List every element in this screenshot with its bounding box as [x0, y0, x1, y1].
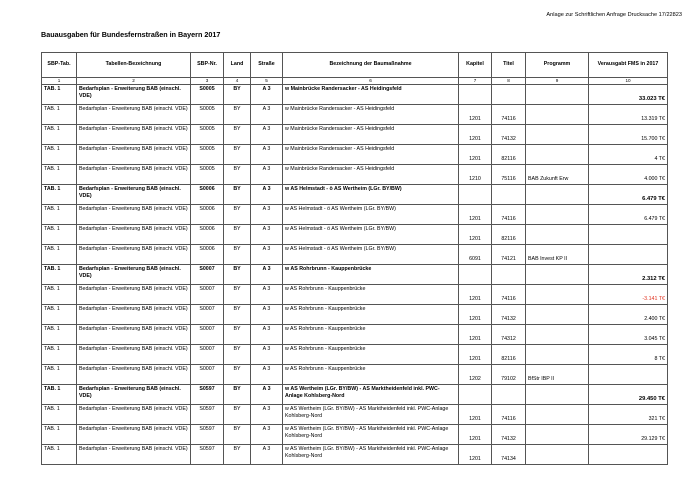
cell-strasse: A 3 [251, 305, 283, 325]
cell-table-designation: Bedarfsplan - Erweiterung BAB (einschl. VDE) [77, 325, 191, 345]
column-number: 2 [77, 78, 191, 85]
cell-measure-designation: w AS Helmstadt - ö AS Wertheim (LGr. BY/BW) [283, 185, 459, 205]
column-header: Bezeichnung der Baumaßnahme [283, 53, 459, 78]
cell-sbp-nr: S0005 [191, 145, 224, 165]
cell-sbp-tab: TAB. 1 [42, 225, 77, 245]
cell-measure-designation: w AS Wertheim (LGr. BY/BW) - AS Marktheidenfeld inkl. PWC-Anlage Kohlsberg-Nord [283, 405, 459, 425]
cell-programm [526, 345, 589, 365]
column-header: Land [224, 53, 251, 78]
cell-programm [526, 265, 589, 285]
cell-land: BY [224, 425, 251, 445]
cell-programm [526, 105, 589, 125]
cell-programm [526, 405, 589, 425]
cell-kapitel: 1201 [459, 125, 492, 145]
cell-sbp-tab: TAB. 1 [42, 385, 77, 405]
cell-sbp-nr: S0006 [191, 225, 224, 245]
column-number: 4 [224, 78, 251, 85]
cell-table-designation: Bedarfsplan - Erweiterung BAB (einschl. VDE) [77, 145, 191, 165]
cell-measure-designation: w AS Rohrbrunn - Kauppenbrücke [283, 345, 459, 365]
cell-table-designation: Bedarfsplan - Erweiterung BAB (einschl. VDE) [77, 405, 191, 425]
cell-kapitel: 1210 [459, 165, 492, 185]
cell-programm [526, 425, 589, 445]
column-header: Verausgabt FMS in 2017 [589, 53, 668, 78]
table-row-subtotal [42, 185, 668, 205]
cell-kapitel: 1201 [459, 105, 492, 125]
cell-amount: 33.023 T€ [589, 85, 668, 105]
cell-sbp-tab: TAB. 1 [42, 145, 77, 165]
cell-measure-designation: w Mainbrücke Randersacker - AS Heidingsfeld [283, 145, 459, 165]
table-row [42, 425, 668, 445]
cell-amount: 13.319 T€ [589, 105, 668, 125]
cell-land: BY [224, 385, 251, 405]
cell-amount: 8 T€ [589, 345, 668, 365]
cell-programm: BAB Zukunft Erw [526, 165, 589, 185]
cell-strasse: A 3 [251, 185, 283, 205]
cell-programm [526, 205, 589, 225]
cell-amount [589, 365, 668, 385]
cell-sbp-nr: S0005 [191, 165, 224, 185]
cell-kapitel: 1201 [459, 305, 492, 325]
cell-measure-designation: w Mainbrücke Randersacker - AS Heidingsfeld [283, 105, 459, 125]
cell-measure-designation: w AS Rohrbrunn - Kauppenbrücke [283, 365, 459, 385]
cell-sbp-tab: TAB. 1 [42, 325, 77, 345]
cell-sbp-nr: S0597 [191, 405, 224, 425]
cell-strasse: A 3 [251, 265, 283, 285]
cell-amount: 15.700 T€ [589, 125, 668, 145]
cell-programm [526, 125, 589, 145]
cell-strasse: A 3 [251, 225, 283, 245]
cell-strasse: A 3 [251, 405, 283, 425]
cell-amount [589, 225, 668, 245]
cell-programm: BfStr IBP II [526, 365, 589, 385]
cell-table-designation: Bedarfsplan - Erweiterung BAB (einschl. VDE) [77, 105, 191, 125]
cell-amount [589, 245, 668, 265]
cell-measure-designation: w AS Helmstadt - ö AS Wertheim (LGr. BY/BW) [283, 245, 459, 265]
cell-titel: 82116 [492, 145, 526, 165]
cell-amount: -3.141 T€ [589, 285, 668, 305]
cell-sbp-tab: TAB. 1 [42, 425, 77, 445]
cell-land: BY [224, 405, 251, 425]
cell-sbp-nr: S0597 [191, 385, 224, 405]
table-row-subtotal [42, 385, 668, 405]
cell-strasse: A 3 [251, 245, 283, 265]
table-row [42, 405, 668, 425]
cell-strasse: A 3 [251, 285, 283, 305]
cell-sbp-nr: S0006 [191, 245, 224, 265]
cell-titel: 79102 [492, 365, 526, 385]
cell-sbp-tab: TAB. 1 [42, 365, 77, 385]
column-header: Titel [492, 53, 526, 78]
column-header: Straße [251, 53, 283, 78]
cell-measure-designation: w AS Rohrbrunn - Kauppenbrücke [283, 305, 459, 325]
cell-measure-designation: w AS Rohrbrunn - Kauppenbrücke [283, 325, 459, 345]
cell-land: BY [224, 205, 251, 225]
cell-amount: 6.479 T€ [589, 185, 668, 205]
column-number: 3 [191, 78, 224, 85]
cell-land: BY [224, 225, 251, 245]
cell-table-designation: Bedarfsplan - Erweiterung BAB (einschl. VDE) [77, 365, 191, 385]
cell-sbp-nr: S0007 [191, 285, 224, 305]
cell-strasse: A 3 [251, 85, 283, 105]
cell-kapitel: 1201 [459, 205, 492, 225]
cell-amount: 3.045 T€ [589, 325, 668, 345]
column-header: SBP-Tab. [42, 53, 77, 78]
cell-sbp-nr: S0007 [191, 345, 224, 365]
table-row [42, 145, 668, 165]
cell-titel: 75116 [492, 165, 526, 185]
cell-kapitel: 6091 [459, 245, 492, 265]
cell-sbp-nr: S0005 [191, 125, 224, 145]
cell-titel [492, 85, 526, 105]
cell-strasse: A 3 [251, 125, 283, 145]
cell-sbp-tab: TAB. 1 [42, 105, 77, 125]
cell-titel: 82116 [492, 225, 526, 245]
cell-land: BY [224, 345, 251, 365]
column-number-row [42, 78, 668, 85]
cell-sbp-tab: TAB. 1 [42, 245, 77, 265]
cell-table-designation: Bedarfsplan - Erweiterung BAB (einschl. VDE) [77, 265, 191, 285]
table-row [42, 125, 668, 145]
cell-amount: 6.479 T€ [589, 205, 668, 225]
cell-table-designation: Bedarfsplan - Erweiterung BAB (einschl. VDE) [77, 245, 191, 265]
cell-programm [526, 185, 589, 205]
cell-titel: 74116 [492, 405, 526, 425]
cell-titel [492, 385, 526, 405]
cell-land: BY [224, 265, 251, 285]
table-row [42, 165, 668, 185]
cell-titel: 74312 [492, 325, 526, 345]
cell-amount: 29.450 T€ [589, 385, 668, 405]
cell-table-designation: Bedarfsplan - Erweiterung BAB (einschl. VDE) [77, 185, 191, 205]
cell-titel: 74134 [492, 445, 526, 465]
cell-sbp-nr: S0006 [191, 205, 224, 225]
cell-sbp-tab: TAB. 1 [42, 285, 77, 305]
cell-amount: 29.129 T€ [589, 425, 668, 445]
cell-land: BY [224, 305, 251, 325]
table-row [42, 285, 668, 305]
cell-measure-designation: w AS Helmstadt - ö AS Wertheim (LGr. BY/BW) [283, 225, 459, 245]
table-row [42, 205, 668, 225]
cell-titel: 74116 [492, 285, 526, 305]
cell-land: BY [224, 245, 251, 265]
table-row-subtotal [42, 265, 668, 285]
column-header: SBP-Nr. [191, 53, 224, 78]
cell-table-designation: Bedarfsplan - Erweiterung BAB (einschl. VDE) [77, 385, 191, 405]
cell-programm [526, 305, 589, 325]
cell-strasse: A 3 [251, 325, 283, 345]
cell-titel [492, 185, 526, 205]
cell-sbp-nr: S0007 [191, 325, 224, 345]
cell-land: BY [224, 125, 251, 145]
cell-land: BY [224, 285, 251, 305]
cell-sbp-tab: TAB. 1 [42, 85, 77, 105]
cell-amount: 4.000 T€ [589, 165, 668, 185]
column-header: Tabellen-Bezeichnung [77, 53, 191, 78]
cell-programm [526, 85, 589, 105]
cell-strasse: A 3 [251, 145, 283, 165]
cell-sbp-tab: TAB. 1 [42, 205, 77, 225]
cell-strasse: A 3 [251, 165, 283, 185]
cell-sbp-nr: S0006 [191, 185, 224, 205]
cell-table-designation: Bedarfsplan - Erweiterung BAB (einschl. VDE) [77, 125, 191, 145]
cell-measure-designation: w AS Wertheim (LGr. BY/BW) - AS Marktheidenfeld inkl. PWC-Anlage Kohlsberg-Nord [283, 445, 459, 465]
column-number: 6 [283, 78, 459, 85]
cell-sbp-nr: S0597 [191, 425, 224, 445]
cell-kapitel: 1201 [459, 425, 492, 445]
cell-table-designation: Bedarfsplan - Erweiterung BAB (einschl. VDE) [77, 205, 191, 225]
table-row [42, 105, 668, 125]
cell-measure-designation: w AS Rohrbrunn - Kauppenbrücke [283, 265, 459, 285]
cell-measure-designation: w AS Wertheim (LGr. BY/BW) - AS Marktheidenfeld inkl. PWC-Anlage Kohlsberg-Nord [283, 385, 459, 405]
table-row [42, 365, 668, 385]
cell-sbp-nr: S0007 [191, 265, 224, 285]
table-row [42, 325, 668, 345]
cell-programm [526, 385, 589, 405]
table-row [42, 345, 668, 365]
cell-strasse: A 3 [251, 205, 283, 225]
expenditure-table [41, 52, 668, 465]
cell-land: BY [224, 445, 251, 465]
document-header-note: Anlage zur Schriftlichen Anfrage Drucksache 17/22823 [546, 12, 682, 18]
cell-kapitel [459, 185, 492, 205]
cell-table-designation: Bedarfsplan - Erweiterung BAB (einschl. VDE) [77, 425, 191, 445]
cell-titel: 74132 [492, 425, 526, 445]
cell-strasse: A 3 [251, 385, 283, 405]
cell-strasse: A 3 [251, 425, 283, 445]
cell-kapitel [459, 385, 492, 405]
cell-strasse: A 3 [251, 345, 283, 365]
cell-titel [492, 265, 526, 285]
cell-sbp-tab: TAB. 1 [42, 165, 77, 185]
cell-titel: 74116 [492, 105, 526, 125]
cell-kapitel [459, 265, 492, 285]
cell-measure-designation: w Mainbrücke Randersacker - AS Heidingsfeld [283, 125, 459, 145]
cell-sbp-nr: S0007 [191, 365, 224, 385]
cell-land: BY [224, 85, 251, 105]
cell-amount: 321 T€ [589, 405, 668, 425]
cell-kapitel: 1201 [459, 345, 492, 365]
cell-sbp-tab: TAB. 1 [42, 125, 77, 145]
cell-sbp-tab: TAB. 1 [42, 405, 77, 425]
cell-measure-designation: w AS Wertheim (LGr. BY/BW) - AS Marktheidenfeld inkl. PWC-Anlage Kohlsberg-Nord [283, 425, 459, 445]
cell-titel: 74116 [492, 205, 526, 225]
cell-sbp-tab: TAB. 1 [42, 265, 77, 285]
column-number: 8 [492, 78, 526, 85]
cell-measure-designation: w Mainbrücke Randersacker - AS Heidingsfeld [283, 165, 459, 185]
column-number: 5 [251, 78, 283, 85]
cell-table-designation: Bedarfsplan - Erweiterung BAB (einschl. VDE) [77, 85, 191, 105]
cell-sbp-nr: S0005 [191, 105, 224, 125]
cell-amount: 4 T€ [589, 145, 668, 165]
table-row [42, 225, 668, 245]
cell-amount [589, 445, 668, 465]
cell-land: BY [224, 365, 251, 385]
document-title: Bauausgaben für Bundesfernstraßen in Bayern 2017 [41, 30, 221, 39]
cell-kapitel: 1202 [459, 365, 492, 385]
cell-kapitel: 1201 [459, 225, 492, 245]
cell-table-designation: Bedarfsplan - Erweiterung BAB (einschl. VDE) [77, 445, 191, 465]
cell-kapitel: 1201 [459, 325, 492, 345]
cell-programm [526, 145, 589, 165]
cell-strasse: A 3 [251, 445, 283, 465]
cell-land: BY [224, 325, 251, 345]
cell-amount: 2.312 T€ [589, 265, 668, 285]
cell-land: BY [224, 145, 251, 165]
column-number: 10 [589, 78, 668, 85]
table-body [42, 85, 668, 465]
cell-table-designation: Bedarfsplan - Erweiterung BAB (einschl. VDE) [77, 165, 191, 185]
cell-kapitel: 1201 [459, 145, 492, 165]
table-row [42, 305, 668, 325]
cell-table-designation: Bedarfsplan - Erweiterung BAB (einschl. VDE) [77, 345, 191, 365]
cell-titel: 82116 [492, 345, 526, 365]
cell-sbp-nr: S0007 [191, 305, 224, 325]
cell-table-designation: Bedarfsplan - Erweiterung BAB (einschl. VDE) [77, 225, 191, 245]
column-number: 1 [42, 78, 77, 85]
cell-kapitel: 1201 [459, 445, 492, 465]
column-header: Programm [526, 53, 589, 78]
cell-programm [526, 445, 589, 465]
cell-programm [526, 285, 589, 305]
cell-measure-designation: w Mainbrücke Randersacker - AS Heidingsfeld [283, 85, 459, 105]
cell-amount: 2.400 T€ [589, 305, 668, 325]
cell-kapitel [459, 85, 492, 105]
cell-land: BY [224, 105, 251, 125]
table-row-subtotal [42, 85, 668, 105]
cell-land: BY [224, 165, 251, 185]
cell-programm [526, 325, 589, 345]
cell-sbp-nr: S0005 [191, 85, 224, 105]
cell-kapitel: 1201 [459, 285, 492, 305]
cell-sbp-nr: S0597 [191, 445, 224, 465]
table-row [42, 245, 668, 265]
cell-titel: 74132 [492, 305, 526, 325]
cell-sbp-tab: TAB. 1 [42, 305, 77, 325]
cell-table-designation: Bedarfsplan - Erweiterung BAB (einschl. VDE) [77, 305, 191, 325]
cell-strasse: A 3 [251, 365, 283, 385]
cell-sbp-tab: TAB. 1 [42, 345, 77, 365]
cell-sbp-tab: TAB. 1 [42, 445, 77, 465]
cell-programm: BAB Invest KP II [526, 245, 589, 265]
column-number: 7 [459, 78, 492, 85]
cell-titel: 74121 [492, 245, 526, 265]
cell-measure-designation: w AS Helmstadt - ö AS Wertheim (LGr. BY/BW) [283, 205, 459, 225]
cell-kapitel: 1201 [459, 405, 492, 425]
cell-land: BY [224, 185, 251, 205]
table-row [42, 445, 668, 465]
column-header: Kapitel [459, 53, 492, 78]
cell-strasse: A 3 [251, 105, 283, 125]
cell-programm [526, 225, 589, 245]
column-number: 9 [526, 78, 589, 85]
table-header-row [42, 53, 668, 78]
cell-measure-designation: w AS Rohrbrunn - Kauppenbrücke [283, 285, 459, 305]
cell-table-designation: Bedarfsplan - Erweiterung BAB (einschl. VDE) [77, 285, 191, 305]
cell-titel: 74132 [492, 125, 526, 145]
cell-sbp-tab: TAB. 1 [42, 185, 77, 205]
